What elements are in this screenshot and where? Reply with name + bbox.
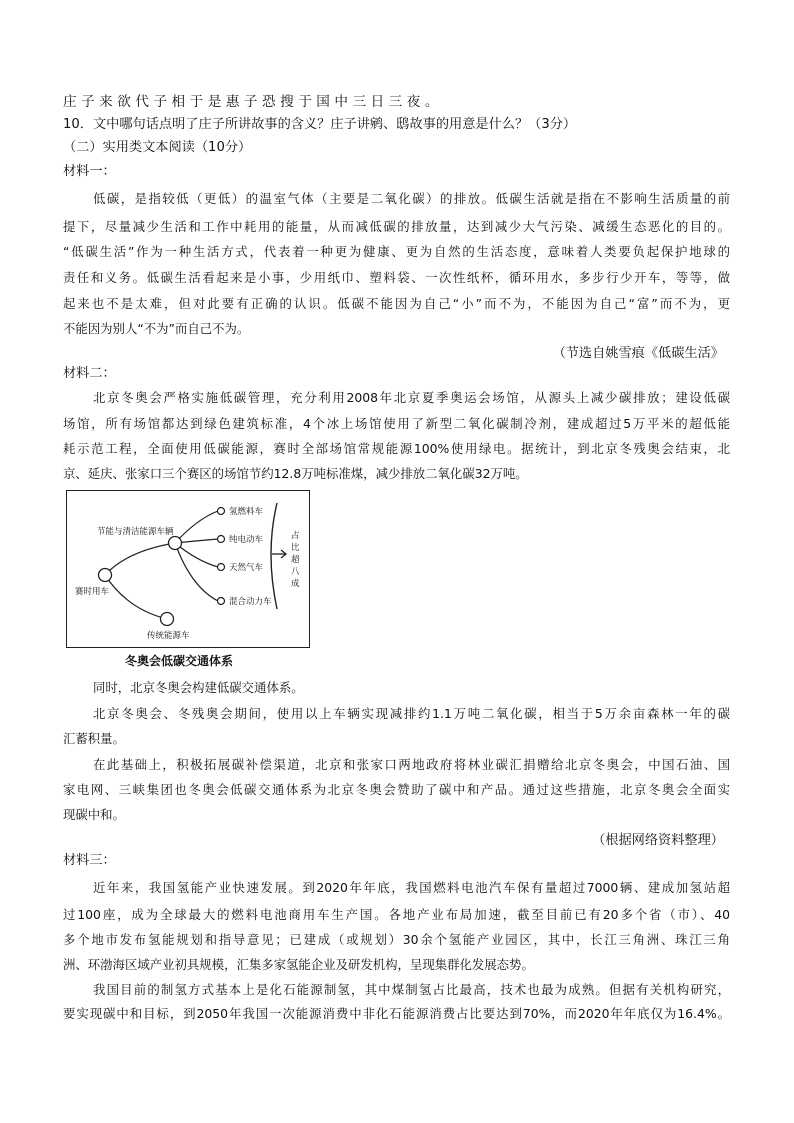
question-line-1: 庄子来欲代子相于是惠子恐搜于国中三日三夜。 (63, 94, 443, 110)
m3-line-1: 近年来，我国氢能产业快速发展。到2020年年底，我国燃料电池汽车保有量超过7000辆、建成加氢站超 (93, 880, 730, 895)
m2-line-3: 耗示范工程，全面使用低碳能源，赛时全部场馆常规能源100%使用绿电。据统计，到北京冬残奥会结束，北 (63, 441, 730, 456)
section-2-heading: （二）实用类文本阅读（10分） (63, 140, 252, 155)
side-char-5: 成 (291, 579, 300, 589)
m2-line-2: 场馆，所有场馆都达到绿色建筑标准，4个冰上场馆使用了新型二氧化碳制冷剂，建成超过5万平米的超低能 (63, 416, 730, 431)
m2-line-4: 京、延庆、张家口三个赛区的场馆节约12.8万吨标准煤，减少排放二氧化碳32万吨。 (63, 466, 528, 481)
m1-line-6: 不能因为别人“不为”而自己不为。 (63, 321, 250, 336)
leaf-hydrogen: 氢燃料车 (229, 507, 264, 517)
root-label: 赛时用车 (75, 587, 110, 597)
side-char-3: 超 (291, 555, 300, 565)
hub-label: 节能与清洁能源车辆 (97, 527, 174, 537)
m2-p2-line-3: 汇蓄积量。 (63, 731, 125, 746)
m2-p2-line-2: 北京冬奥会、冬残奥会期间，使用以上车辆实现减排约1.1万吨二氧化碳，相当于5万余亩森林一年的碳 (93, 706, 730, 721)
material-1-label: 材料一： (63, 164, 116, 179)
m1-source: （节选自姚雪痕《低碳生活》 (552, 346, 724, 361)
m1-line-4: 责任和义务。低碳生活看起来是小事，少用纸巾、塑料袋、一次性纸杯，循环用水，多步行少开车，等等，做 (63, 270, 730, 285)
m2-p2-line-5: 家电网、三峡集团也冬奥会低碳交通体系为北京冬奥会赞助了碳中和产品。通过这些措施，北京冬奥会全面实 (63, 782, 730, 797)
m1-line-2: 提下，尽量减少生活和工作中耗用的能量，从而减低碳的排放量，达到减少大气污染、减缓生态恶化的目的。 (63, 219, 730, 234)
m2-source: （根据网络资料整理） (592, 833, 724, 848)
m3-line-6: 要实现碳中和目标，到2050年我国一次能源消费中非化石能源消费占比要达到70%，而2020年年底仅为16.4%。 (63, 1006, 730, 1021)
m2-p2-line-4: 在此基础上，积极拓展碳补偿渠道，北京和张家口两地政府将林业碳汇捐赠给北京冬奥会，中国石油、国 (93, 757, 730, 772)
material-2-label: 材料二： (63, 366, 116, 381)
question-10: 10．文中哪句话点明了庄子所讲故事的含义？庄子讲鹓、鸱故事的用意是什么？（3分） (63, 117, 577, 132)
leaf-hybrid: 混合动力车 (229, 597, 272, 607)
side-char-2: 比 (291, 543, 300, 553)
m3-line-2: 过100座，成为全球最大的燃料电池商用车生产国。各地产业布局加速，截至目前已有20多个省（市）、40 (63, 907, 730, 922)
m3-line-5: 我国目前的制氢方式基本上是化石能源制氢，其中煤制氢占比最高，技术也最为成熟。但据有关机构研究， (93, 982, 730, 997)
diagram-graphics (67, 491, 308, 646)
m2-p2-line-6: 现碳中和。 (63, 807, 125, 822)
material-3-label: 材料三： (63, 853, 116, 868)
leaf-natural-gas: 天然气车 (229, 563, 264, 573)
m2-line-1: 北京冬奥会严格实施低碳管理，充分利用2008年北京夏季奥运会场馆，从源头上减少碳排放；建设低碳 (93, 390, 730, 405)
m1-line-1: 低碳，是指较低（更低）的温室气体（主要是二氧化碳）的排放。低碳生活就是指在不影响生活质量的前 (93, 191, 730, 206)
m1-line-5: 起来也不是太难，但对此要有正确的认识。低碳不能因为自己“小”而不为，不能因为自己“富”而不为，更 (63, 296, 730, 311)
m2-p2-line-1: 同时，北京冬奥会构建低碳交通体系。 (93, 680, 304, 695)
side-char-4: 八 (291, 567, 300, 577)
legacy-label: 传统能源车 (147, 631, 190, 641)
m1-line-3: “低碳生活”作为一种生活方式，代表着一种更为健康、更为自然的生活态度，意味着人类要负起保护地球的 (63, 244, 730, 259)
m3-line-4: 洲、环渤海区域产业初具规模，汇集多家氢能企业及研发机构，呈现集群化发展态势。 (63, 957, 534, 972)
diagram-caption: 冬奥会低碳交通体系 (125, 654, 234, 668)
leaf-electric: 纯电动车 (229, 535, 264, 545)
low-carbon-transport-diagram (66, 490, 310, 648)
side-char-1: 占 (291, 531, 300, 541)
m3-line-3: 多个地市发布氢能规划和指导意见；已建成（或规划）30余个氢能产业园区，其中，长江三角洲、珠江三角 (63, 932, 730, 947)
